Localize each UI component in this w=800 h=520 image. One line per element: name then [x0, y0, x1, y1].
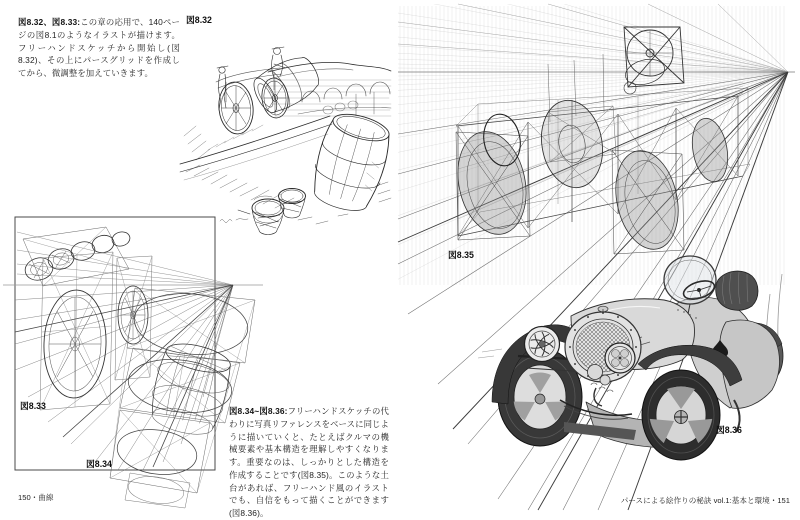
- footer-left-page-number: 150・曲線: [18, 493, 54, 502]
- caption-fig832-833: [18, 16, 180, 80]
- caption-lead: 図8.34~図8.36:: [229, 406, 288, 416]
- figure-label-832: 図8.32: [186, 15, 212, 25]
- caption-body: フリーハンドスケッチの代わりに写真リファレンスをベースに同じように描いていくと、たとえばクルマの機械要素や基本構造を理解しやすくなります。重要なのは、しっかりとした構造を作成することです(図8.35)。このような土台があれば、フリーハンド風のイラストでも、自信をもって描くことができます(図8.36)。: [229, 406, 389, 519]
- caption-lead: 図8.32、図8.33:: [18, 17, 81, 27]
- figure-label-835: 図8.35: [448, 250, 474, 260]
- figure-label-834: 図8.34: [86, 459, 112, 469]
- caption-body: この章の応用で、140ページの図8.1のようなイラストが描けます。フリーハンドスケッチから開始し(図8.32)、その上にパースグリッドを作成してから、微調整を加えていきます。: [18, 17, 180, 79]
- figure-label-836: 図8.36: [716, 425, 742, 435]
- footer-right-book-title-page-number: パースによる絵作りの秘訣 vol.1:基本と環境・151: [620, 496, 790, 505]
- figure-8-34-cylinder-construction: [105, 268, 290, 508]
- figure-8-32-sketch: [178, 24, 393, 236]
- figure-8-36-car-illustration: [468, 252, 798, 510]
- figure-label-833: 図8.33: [20, 401, 46, 411]
